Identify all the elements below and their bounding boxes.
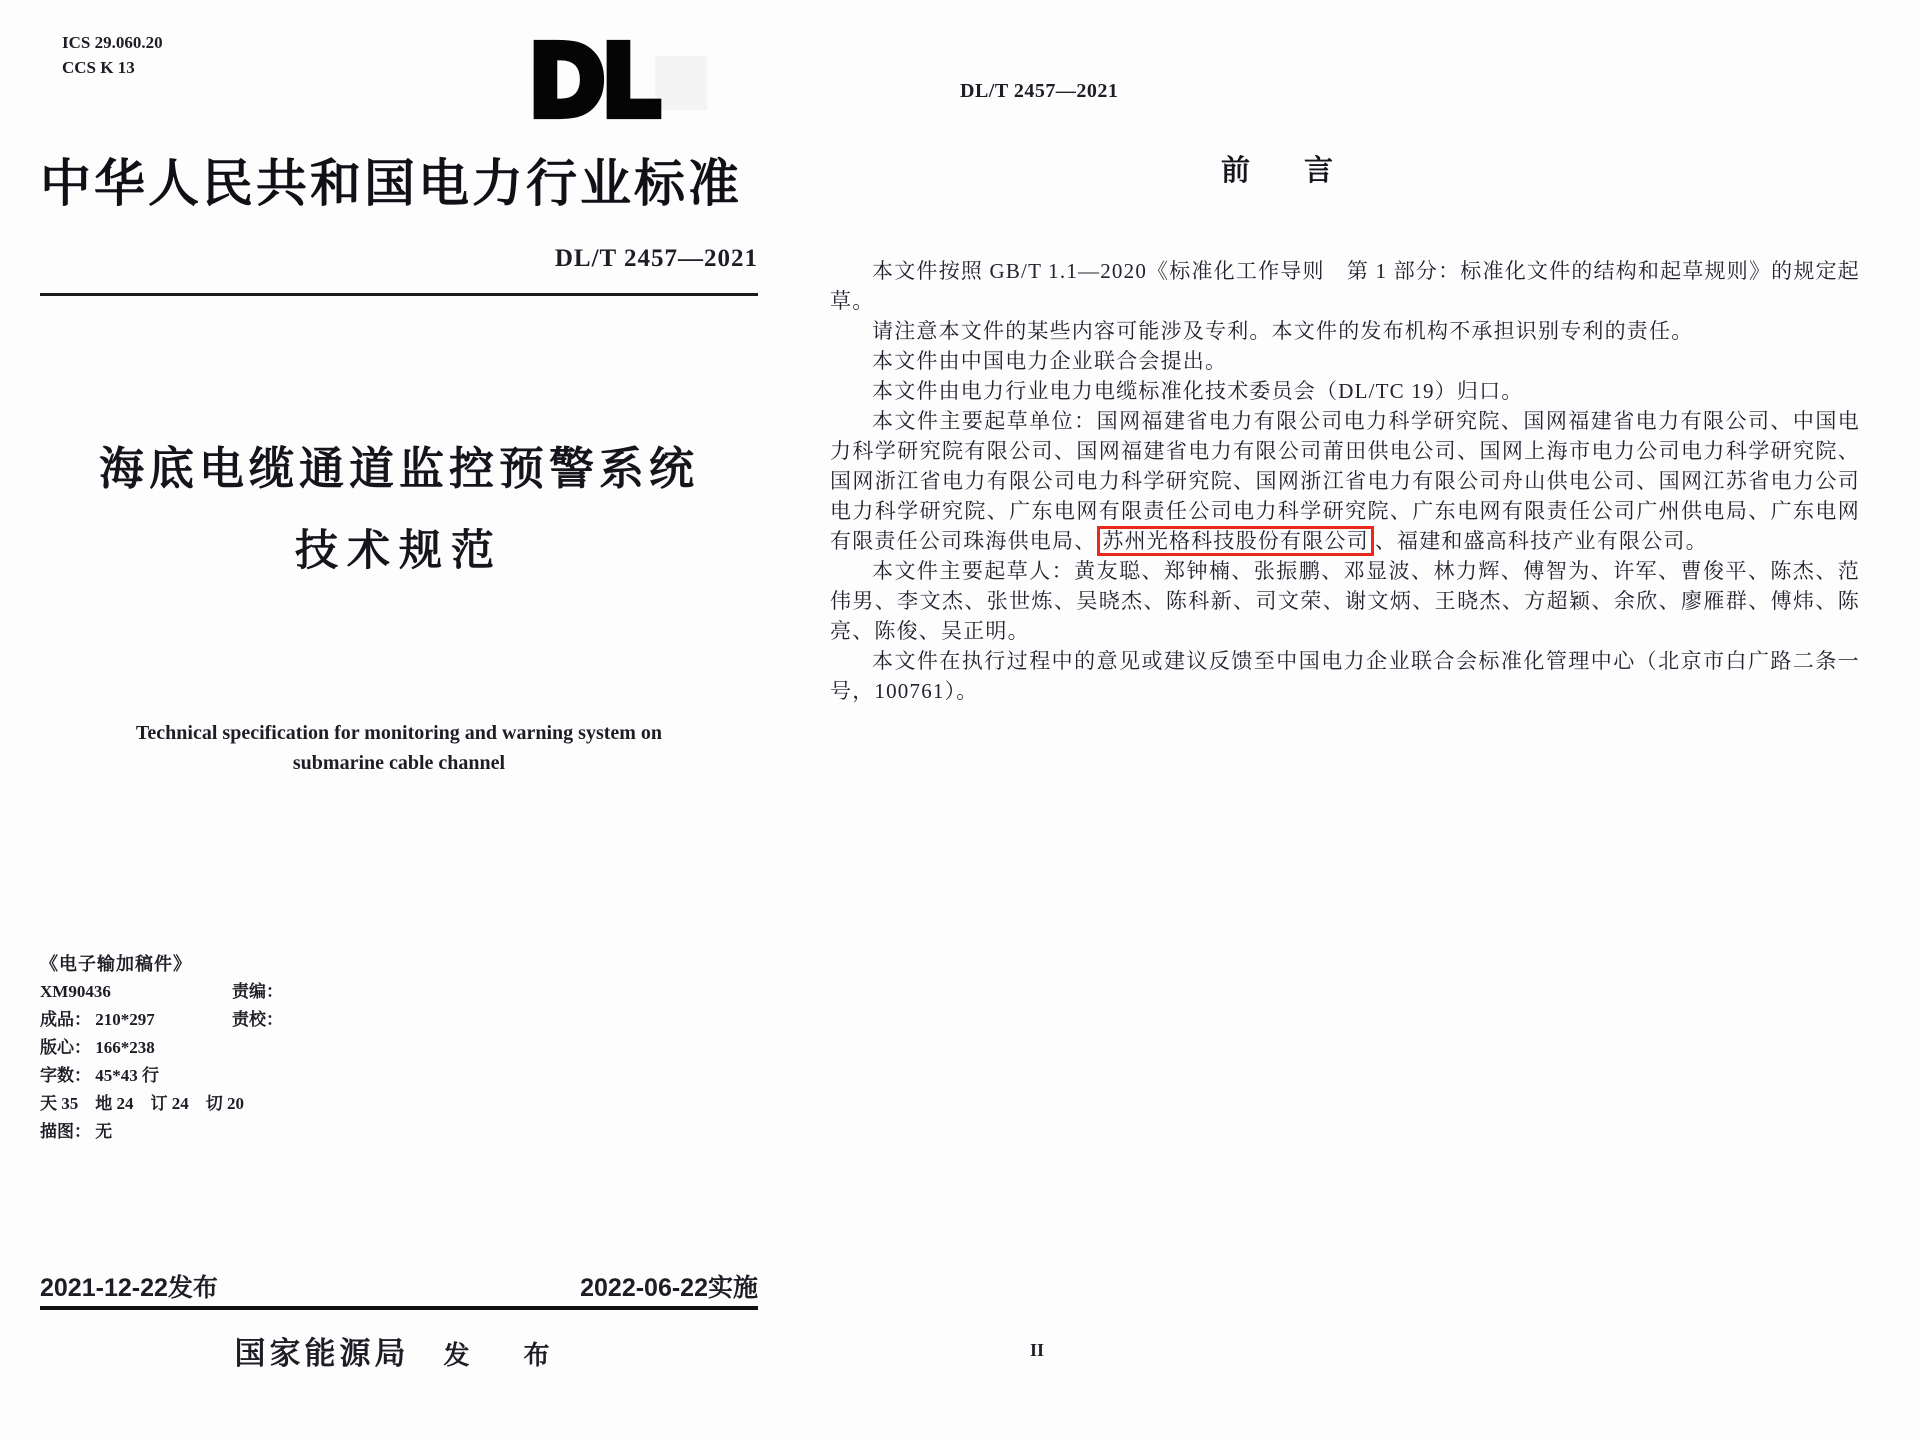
foreword-page [830, 0, 1860, 1440]
running-header-standard-number: DL/T 2457—2021 [960, 80, 1119, 102]
title-cn-line2: 技术规范 [295, 527, 503, 575]
title-en-line1: Technical specification for monitoring and warning system on [135, 722, 663, 744]
cover-page [40, 0, 758, 1440]
title-en-line2: submarine cable channel [292, 752, 506, 774]
implementation-date: 2022-06-22实施 [580, 1274, 758, 1302]
paragraph-drafting-organizations [830, 406, 1860, 556]
standard-type-title: 中华人民共和国电力行业标准 [40, 157, 743, 213]
paragraph-feedback-address: 本文件在执行过程中的意见或建议反馈至中国电力企业联合会标准化管理中心（北京市白广路二条一号，100761）。 [830, 649, 1860, 703]
issuing-authority: 国家能源局 [234, 1336, 410, 1371]
standard-number: DL/T 2457—2021 [554, 245, 758, 272]
type-area-size: 版心： 166*238 [40, 1038, 155, 1057]
scan-artifact [655, 56, 707, 110]
margin-specs: 天 35 地 24 订 24 切 20 [40, 1094, 244, 1113]
document-title-cn [40, 432, 758, 578]
title-cn-line1: 海底电缆通道监控预警系统 [98, 443, 699, 494]
proofreader-label: 责校： [232, 1010, 283, 1029]
foreword-heading-char1: 前 [1220, 155, 1250, 187]
highlighted-company: 苏州光格科技股份有限公司 [1097, 526, 1373, 556]
paragraph-centralized-by: 本文件由电力行业电力电缆标准化技术委员会（DL/TC 19）归口。 [872, 379, 1524, 403]
header-rule [40, 293, 758, 296]
finished-size: 成品： 210*297 [40, 1010, 155, 1029]
issue-label: 发 布 [443, 1341, 564, 1370]
editor-label: 责编： [232, 982, 283, 1001]
date-row [40, 1268, 758, 1304]
foreword-heading [762, 148, 1792, 189]
print-info-header: 《电子输加稿件》 [40, 954, 192, 974]
ics-code: ICS 29.060.20 [62, 33, 163, 52]
print-production-block [40, 950, 283, 1146]
drafting-orgs-text: 本文件主要起草单位：国网福建省电力有限公司电力科学研究院、国网福建省电力有限公司、中国电力科学研究院有限公司、国网福建省电力有限公司莆田供电公司、国网上海市电力公司电力科学研究院、国网浙江省电力有限公司电力科学研究院、国网浙江省电力有限公司舟山供电公司、国网江苏省电力公司电力科学研究院、广东电网有限责任公司电力科学研究院、广东电网有限责任公司广州供电局、广东电网有限责任公司珠海供电局、 [830, 409, 1860, 553]
issuer-row [40, 1328, 758, 1373]
foreword-body [830, 256, 1860, 706]
document-title-en [40, 718, 758, 778]
dl-logo: DL [528, 24, 656, 141]
classification-codes [62, 30, 163, 80]
print-info-row [40, 1118, 283, 1146]
ccs-code: CCS K 13 [62, 58, 135, 77]
footer-rule [40, 1306, 758, 1310]
paragraph-proposed-by: 本文件由中国电力企业联合会提出。 [872, 349, 1228, 373]
manuscript-code: XM90436 [40, 982, 111, 1001]
foreword-heading-char2: 言 [1304, 155, 1334, 187]
print-info-row [40, 1006, 283, 1034]
print-info-row [40, 1062, 283, 1090]
illustration-note: 描图： 无 [40, 1122, 113, 1141]
print-info-row [40, 1090, 283, 1118]
paragraph-patent-notice: 请注意本文件的某些内容可能涉及专利。本文件的发布机构不承担识别专利的责任。 [872, 319, 1694, 343]
print-info-row [40, 1034, 283, 1062]
paragraph-main-drafters: 本文件主要起草人：黄友聪、郑钟楠、张振鹏、邓显波、林力辉、傅智为、许军、曹俊平、陈杰、范伟男、李文杰、张世炼、吴晓杰、陈科新、司文荣、谢文炳、王晓杰、方超颖、余欣、廖雁群、傅炜、陈亮、陈俊、吴正明。 [830, 559, 1860, 643]
release-date: 2021-12-22发布 [40, 1274, 218, 1302]
drafting-orgs-tail: 、福建和盛高科技产业有限公司。 [1374, 529, 1708, 553]
paragraph-drafting-basis: 本文件按照 GB/T 1.1—2020《标准化工作导则 第 1 部分：标准化文件的结构和起草规则》的规定起草。 [830, 259, 1860, 313]
page-number: II [1030, 1340, 1045, 1360]
print-info-row [40, 978, 283, 1006]
character-count: 字数： 45*43 行 [40, 1066, 159, 1085]
